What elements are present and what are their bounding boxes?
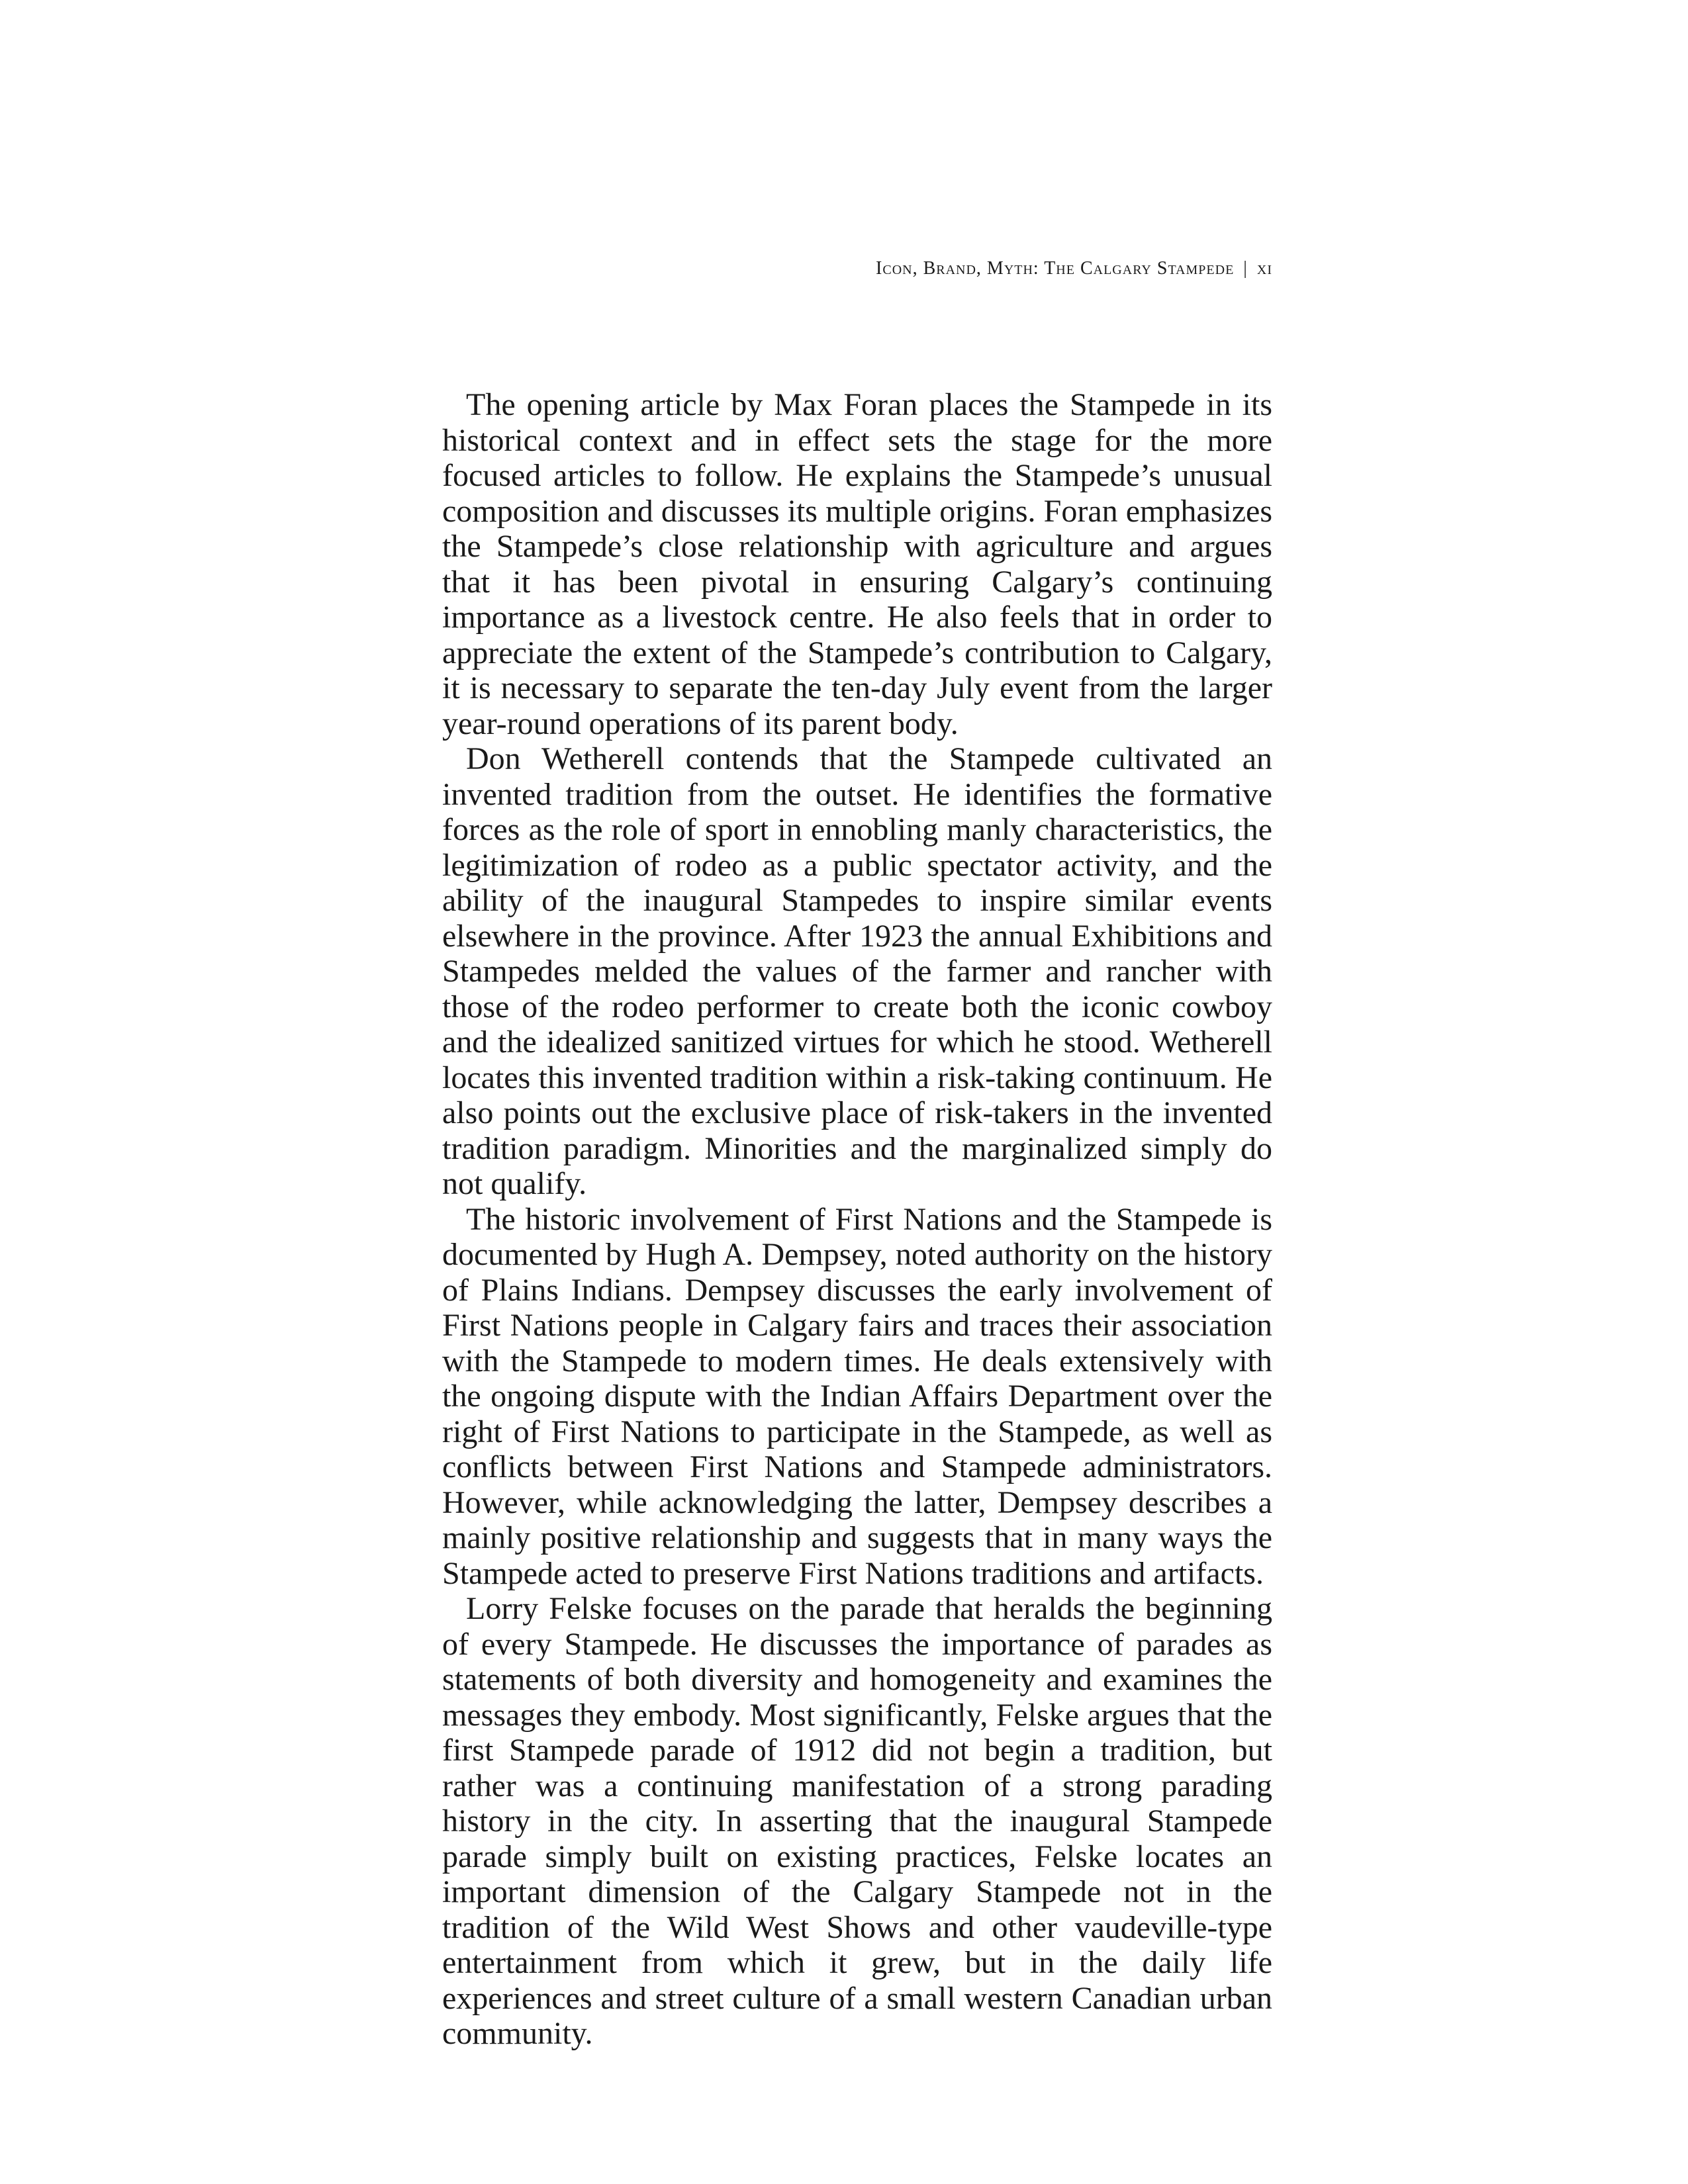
- paragraph-foran: The opening article by Max Foran places the Stampede in its historical context and in effect sets the stage for the more focused articles to follow. He explains the Stampede’s unusual composition and discusses its multiple origins. Foran emphasizes the Stampede’s close relationship with agriculture and argues that it has been pivotal in ensuring Calgary’s continuing importance as a livestock centre. He also feels that in order to appreciate the extent of the Stampede’s contribution to Calgary, it is necessary to separate the ten-day July event from the larger year-round operations of its parent body.: [442, 387, 1272, 741]
- running-head: [876, 258, 1272, 279]
- page-number: xi: [1256, 258, 1272, 279]
- paragraph-dempsey: The historic involvement of First Nations and the Stampede is documented by Hugh A. Dempsey, noted authority on the history of Plains Indians. Dempsey discusses the early involvement of First Nations people in Calgary fairs and traces their association with the Stampede to modern times. He deals extensively with the ongoing dispute with the Indian Affairs Department over the right of First Nations to participate in the Stampede, as well as conflicts between First Nations and Stampede administrators. However, while acknowledging the latter, Dempsey describes a mainly positive relationship and suggests that in many ways the Stampede acted to preserve First Nations traditions and artifacts.: [442, 1201, 1272, 1591]
- paragraph-felske: Lorry Felske focuses on the parade that heralds the beginning of every Stampede. He discusses the importance of parades as statements of both diversity and homogeneity and examines the messages they embody. Most significantly, Felske argues that the first Stampede parade of 1912 did not begin a tradition, but rather was a continuing manifestation of a strong parading history in the city. In asserting that the inaugural Stampede parade simply built on existing practices, Felske locates an important dimension of the Calgary Stampede not in the tradition of the Wild West Shows and other vaudeville-type entertainment from which it grew, but in the daily life experiences and street culture of a small western Canadian urban community.: [442, 1591, 1272, 2051]
- paragraph-wetherell: Don Wetherell contends that the Stampede cultivated an invented tradition from the outset. He identifies the formative forces as the role of sport in ennobling manly characteristics, the legitimization of rodeo as a public spectator activity, and the ability of the inaugural Stampedes to inspire similar events elsewhere in the province. After 1923 the annual Exhibitions and Stampedes melded the values of the farmer and rancher with those of the rodeo performer to create both the iconic cowboy and the idealized sanitized virtues for which he stood. Wetherell locates this invented tradition within a risk-taking continuum. He also points out the exclusive place of risk-takers in the invented tradition paradigm. Minorities and the marginalized simply do not qualify.: [442, 741, 1272, 1201]
- running-head-separator: |: [1243, 258, 1248, 279]
- body-text: [442, 387, 1272, 2052]
- running-head-title: Icon, Brand, Myth: The Calgary Stampede: [876, 258, 1235, 279]
